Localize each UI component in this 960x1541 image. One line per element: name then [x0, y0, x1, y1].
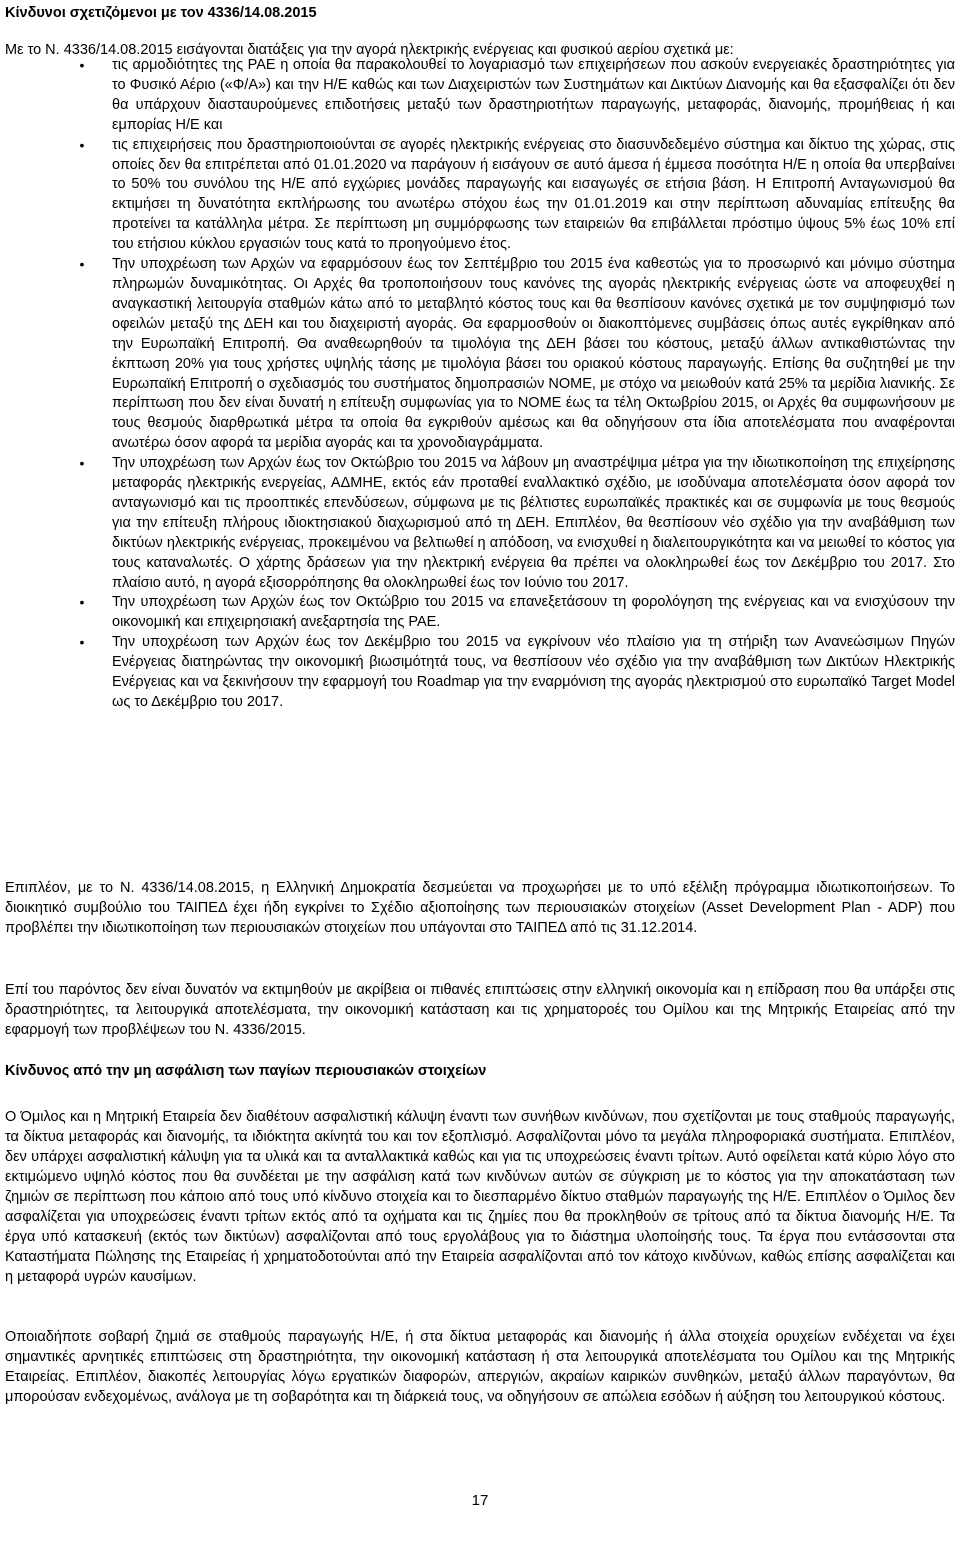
section-title-insurance: Κίνδυνος από την μη ασφάλιση των παγίων περιουσιακών στοιχείων: [5, 1063, 487, 1079]
bullet-icon: •: [79, 136, 85, 153]
bullet-icon: •: [79, 256, 85, 273]
bullet-icon: •: [79, 594, 85, 611]
bullet-icon: •: [79, 634, 85, 651]
provisions-list: [0, 56, 960, 713]
insurance-paragraph: Ο Όμιλος και η Μητρική Εταιρεία δεν διαθέτουν ασφαλιστική κάλυψη έναντι των συνήθων κινδύνων, που σχετίζονται με τους σταθμούς παραγωγής, τα δίκτυα μεταφοράς και διανομής, τα ιδιόκτητα ακίνητά του και τον εξοπλισμό. Ασφαλίζονται μόνο τα μεγάλα πληροφοριακά συστήματα. Επιπλέον, δεν υπάρχει ασφαλιστική κάλυψη για τα υλικά και τα ανταλλακτικά καθώς και για τις υποχρεώσεις έναντι τρίτων. Αυτό οφείλεται κατά κύριο λόγο στο εκτιμώμενο υψηλό κόστος που θα συνδέεται με την ασφάλιση κατά των κινδύνων αυτών σε σύγκριση με το κόστος για την αποκατάσταση των ζημιών σε περίπτωση που κάποιο από τους υπό κίνδυνο στοιχεία και το διεσπαρμένο δίκτυο σταθμών παραγωγής της Η/Ε. Επιπλέον ο Όμιλος δεν ασφαλίζεται για υποχρεώσεις έναντι τρίτων εκτός από τα οχήματα και τις ζημίες που θα προκληθούν σε τρίτους από τα δίκτυα διανομής Η/Ε. Τα έργα υπό κατασκευή (εκτός των δικτύων) ασφαλίζονται από τους εργολάβους για το διάστημα υλοποίησής τους. Τα έργα που εντάσσονται στα Καταστήματα Πώλησης της Εταιρείας ή χρηματοδοτούνται από την Εταιρεία ασφαλίζονται από τον κάτοχο κινδύνων, καθώς επίσης ασφαλίζεται και η μεταφορά υγρών καυσίμων.: [5, 1109, 955, 1285]
list-item-text: Την υποχρέωση των Αρχών να εφαρμόσουν έως τον Σεπτέμβριο του 2015 ένα καθεστώς για το προσωρινό και μόνιμο σύστημα πληρωμών δυναμικότητας. Οι Αρχές θα τροποποιήσουν τους κανόνες της αγοράς ηλεκτρικής ενέργειας ώστε να αποφευχθεί η αναγκαστική λειτουργία σταθμών κάτω από το μεταβλητό κόστος τους και θα θεσπίσουν κανόνες σχετικά με τον συμψηφισμό των οφειλών μεταξύ της ΔΕΗ και του διαχειριστή αγοράς. Θα εφαρμοσθούν οι διακοπτόμενες συμβάσεις όπως αυτές εγκρίθηκαν από την Ευρωπαϊκή Επιτροπή. Θα αναθεωρηθούν τα τιμολόγια της ΔΕΗ βάσει του κόστους, μεταξύ άλλων αντικαθιστώντας την έκπτωση 20% για τους χρήστες υψηλής τάσης με τιμολόγια βάσει του οριακού κόστους παραγωγής. Επίσης θα συζητηθεί με την Ευρωπαϊκή Επιτροπή ο σχεδιασμός του συστήματος δημοπρασιών ΝΟΜΕ, με στόχο να μειωθούν κατά 25% τα μερίδια λιανικής. Σε περίπτωση που δεν είναι δυνατή η επίτευξη συμφωνίας για το ΝΟΜΕ έως τα τέλη Οκτωβρίου 2015, οι Αρχές θα συμφωνήσουν με τους θεσμούς διαρθρωτικά μέτρα τα οποία θα εγκριθούν αμέσως και θα οδηγήσουν στα ίδια αποτελέσματα που αναφέρονται ανωτέρω όσον αφορά τα μερίδια αγοράς και τα χρονοδιαγράμματα.: [112, 256, 955, 452]
list-item-text: τις επιχειρήσεις που δραστηριοποιούνται σε αγορές ηλεκτρικής ενέργειας στο διασυνδεδεμένο σύστημα και δίκτυο της χώρας, στις οποίες δεν θα επιτρέπεται από 01.01.2020 να παράγουν ή εισάγουν σε αυτό άμεσα ή έμμεσα ποσότητα Η/Ε η οποία θα υπερβαίνει το 50% του συνόλου της Η/Ε από εγχώριες μονάδες παραγωγής και εισαγωγές σε ετήσια βάση. Η Επιτροπή Ανταγωνισμού θα εκτιμήσει τη δυνατότητα εκπλήρωσης του ανωτέρω στόχου έως την 01.01.2019 και στην περίπτωση αδυναμίας επίτευξης θα προτείνει τα κατάλληλα μέτρα. Σε περίπτωση μη συμμόρφωσης των εταιρειών θα επιβάλλεται πρόστιμο ύψους 5% έως 10% επί του ετήσιου κύκλου εργασιών τους κατά το προηγούμενο έτος.: [112, 136, 955, 253]
impact-estimate-paragraph: Επί του παρόντος δεν είναι δυνατόν να εκτιμηθούν με ακρίβεια οι πιθανές επιπτώσεις στην ελληνική οικονομία και η επίδραση που θα υπάρξει στις δραστηριότητες, τα λειτουργικά αποτελέσματα, την οικονομική κατάσταση και τις χρηματοροές του Ομίλου και της Μητρικής Εταιρείας από την εφαρμογή των προβλέψεων του Ν. 4336/2015.: [5, 982, 955, 1038]
privatization-paragraph: Επιπλέον, με το Ν. 4336/14.08.2015, η Ελληνική Δημοκρατία δεσμεύεται να προχωρήσει με το υπό εξέλιξη πρόγραμμα ιδιωτικοποιήσεων. Το διοικητικό συμβούλιο του ΤΑΙΠΕΔ έχει ήδη εγκρίνει το Σχέδιο αξιοποίησης των περιουσιακών στοιχείων (Asset Development Plan - ADP) που προβλέπει την ιδιωτικοποίηση των περιουσιακών στοιχείων που υπάγονται στο ΤΑΙΠΕΔ από τις 31.12.2014.: [5, 880, 955, 936]
losses-paragraph: Οποιαδήποτε σοβαρή ζημιά σε σταθμούς παραγωγής Η/Ε, ή στα δίκτυα μεταφοράς και διανομής ή άλλα στοιχεία ορυχείων ενδέχεται να έχει σημαντικές αρνητικές επιπτώσεις στη δραστηριότητα, την οικονομική κατάσταση ή στα λειτουργικά αποτελέσματα του Ομίλου και της Μητρικής Εταιρείας. Επιπλέον, διακοπές λειτουργίας λόγω εργατικών διαφορών, απεργιών, ακραίων καιρικών συνθηκών, μεταξύ άλλων παραγόντων, θα μπορούσαν ενδεχομένως, ανάλογα με τη σοβαρότητα και τη διάρκειά τους, να οδηγήσουν σε απώλεια εσόδων ή αύξηση του λειτουργικού κόστους.: [5, 1329, 955, 1405]
list-item-text: Την υποχρέωση των Αρχών έως τον Δεκέμβριο του 2015 να εγκρίνουν νέο πλαίσιο για τη στήριξη των Ανανεώσιμων Πηγών Ενέργειας διατηρώντας την οικονομική βιωσιμότητά τους, να θεσπίσουν νέο σχέδιο για την αναβάθμιση των Δικτύων Ηλεκτρικής Ενέργειας και να ξεκινήσουν την εφαρμογή του Roadmap για την εναρμόνιση της αγοράς ηλεκτρισμού στο ευρωπαϊκό Target Model ως το Δεκέμβριο του 2017.: [112, 634, 955, 710]
bullet-icon: •: [79, 455, 85, 472]
list-item: [0, 255, 960, 454]
page-title: Κίνδυνοι σχετιζόμενοι με τον 4336/14.08.2015: [5, 5, 317, 21]
bullet-icon: •: [79, 57, 85, 73]
intro-paragraph: Με το Ν. 4336/14.08.2015 εισάγονται διατάξεις για την αγορά ηλεκτρικής ενέργειας και φυσικού αερίου σχετικά με:: [5, 42, 734, 58]
list-item-text: Την υποχρέωση των Αρχών έως τον Οκτώβριο του 2015 να επανεξετάσουν τη φορολόγηση της ενέργειας και να ενισχύσουν την οικονομική και επιχειρησιακή ανεξαρτησία της ΡΑΕ.: [112, 594, 955, 631]
page-number: 17: [471, 1492, 489, 1509]
list-item: [0, 633, 960, 713]
list-item-text: Την υποχρέωση των Αρχών έως τον Οκτώβριο του 2015 να λάβουν μη αναστρέψιμα μέτρα για την ιδιωτικοποίηση της επιχείρησης μεταφοράς ηλεκτρικής ενεργείας, ΑΔΜΗΕ, εκτός εάν προταθεί εναλλακτικό σχέδιο, με ισοδύναμα αποτελέσματα όσον αφορά τον ανταγωνισμό και τις προοπτικές επενδύσεων, σύμφωνα με τις βέλτιστες ευρωπαϊκές πρακτικές και σε συμφωνία με τους θεσμούς για την επίτευξη πλήρους ιδιοκτησιακού διαχωρισμού από τη ΔΕΗ. Επιπλέον, θα θεσπίσουν νέο σχέδιο για την αναβάθμιση των δικτύων ηλεκτρικής ενέργειας, προκειμένου να βελτιωθεί η απόδοση, να ενισχυθεί η διαλειτουργικότητα και να μειωθεί το κόστος για τους καταναλωτές. Ο χάρτης δράσεων για την ηλεκτρική ενέργεια θα πρέπει να ολοκληρωθεί έως τον Δεκέμβριο του 2017. Στο πλαίσιο αυτό, η αγορά εξισορρόπησης θα ολοκληρωθεί έως τον Ιούνιο του 2017.: [112, 455, 955, 591]
list-item: [0, 136, 960, 255]
list-item-text: τις αρμοδιότητες της ΡΑΕ η οποία θα παρακολουθεί το λογαριασμό των επιχειρήσεων που ασκούν ενεργειακές δραστηριότητες για το Φυσικό Αέριο («Φ/Α») και την Η/Ε καθώς και των Διαχειριστών των Συστημάτων και Δικτύων Διανομής και θα εξασφαλίζει ότι δεν θα υπάρχουν διασταυρούμενες επιδοτήσεις μεταξύ των δραστηριοτήτων παραγωγής, μεταφοράς, διανομής, προμήθειας ή και εμπορίας Η/Ε και: [112, 57, 955, 133]
list-item: [0, 454, 960, 593]
list-item: [0, 593, 960, 633]
list-item: [0, 56, 960, 136]
